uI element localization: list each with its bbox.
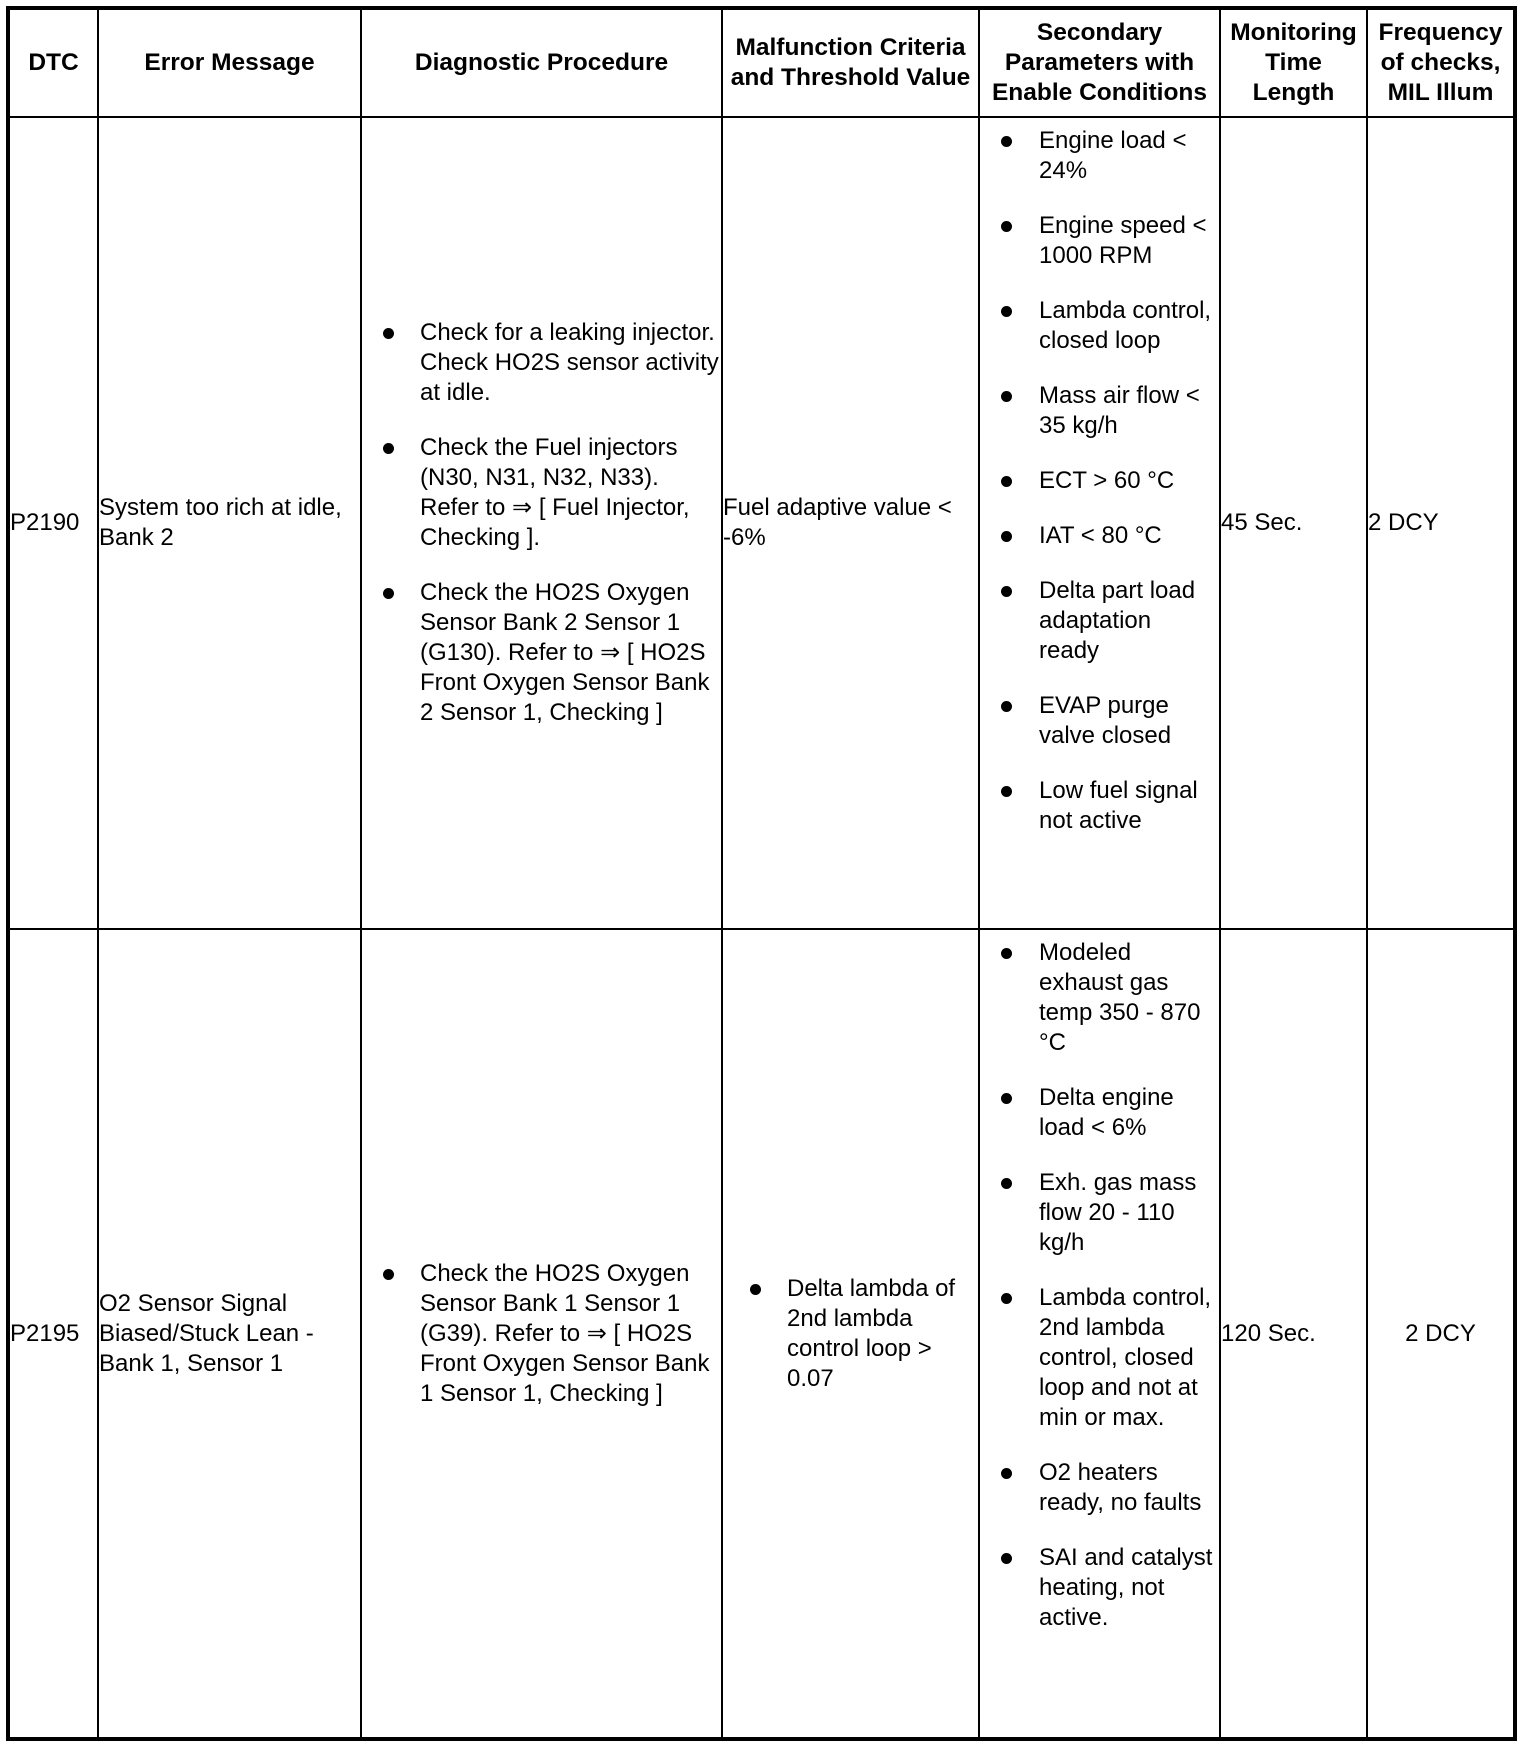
procedure-list — [362, 318, 721, 728]
table-row — [8, 117, 1515, 929]
list-item: O2 heaters ready, no faults — [1000, 1458, 1217, 1518]
parameters-list — [980, 938, 1219, 1633]
list-item: IAT < 80 °C — [1000, 521, 1217, 551]
header-row — [8, 8, 1515, 117]
dtc-code: P2195 — [8, 929, 98, 1739]
header-secondary-parameters: Secondary Parameters with Enable Conditions — [979, 8, 1220, 117]
list-item: EVAP purge valve closed — [1000, 691, 1217, 751]
dtc-table — [6, 6, 1517, 1741]
secondary-parameters — [979, 117, 1220, 929]
list-item: Check the HO2S Oxygen Sensor Bank 1 Sensor 1 (G39). Refer to ⇒ [ HO2S Front Oxygen Sensor Bank 1 Sensor 1, Checking ] — [382, 1259, 721, 1409]
header-monitoring-time: Monitoring Time Length — [1220, 8, 1367, 117]
error-message: System too rich at idle, Bank 2 — [98, 117, 361, 929]
list-item: Exh. gas mass flow 20 - 110 kg/h — [1000, 1168, 1217, 1258]
list-item: ECT > 60 °C — [1000, 466, 1217, 496]
list-item: Modeled exhaust gas temp 350 - 870 °C — [1000, 938, 1217, 1058]
list-item: Mass air flow < 35 kg/h — [1000, 381, 1217, 441]
diagnostic-procedure — [361, 929, 722, 1739]
list-item: Check the Fuel injectors (N30, N31, N32, N33). Refer to ⇒ [ Fuel Injector, Checking ]. — [382, 433, 721, 553]
monitoring-time: 45 Sec. — [1220, 117, 1367, 929]
diagnostic-procedure — [361, 117, 722, 929]
procedure-list — [362, 1259, 721, 1409]
error-message: O2 Sensor Signal Biased/Stuck Lean - Bank 1, Sensor 1 — [98, 929, 361, 1739]
header-frequency: Frequency of checks, MIL Illum — [1367, 8, 1515, 117]
list-item: Engine speed < 1000 RPM — [1000, 211, 1217, 271]
frequency: 2 DCY — [1367, 929, 1515, 1739]
secondary-parameters — [979, 929, 1220, 1739]
list-item: Check the HO2S Oxygen Sensor Bank 2 Sensor 1 (G130). Refer to ⇒ [ HO2S Front Oxygen Sensor Bank 2 Sensor 1, Checking ] — [382, 578, 721, 728]
list-item: Delta lambda of 2nd lambda control loop > 0.07 — [749, 1274, 978, 1394]
frequency: 2 DCY — [1367, 117, 1515, 929]
header-diagnostic-procedure: Diagnostic Procedure — [361, 8, 722, 117]
list-item: Engine load < 24% — [1000, 126, 1217, 186]
table-row — [8, 929, 1515, 1739]
header-malfunction-criteria: Malfunction Criteria and Threshold Value — [722, 8, 979, 117]
parameters-list — [980, 126, 1219, 836]
list-item: Check for a leaking injector. Check HO2S sensor activity at idle. — [382, 318, 721, 408]
list-item: Delta part load adaptation ready — [1000, 576, 1217, 666]
list-item: Lambda control, 2nd lambda control, closed loop and not at min or max. — [1000, 1283, 1217, 1433]
malfunction-criteria: Fuel adaptive value < -6% — [722, 117, 979, 929]
list-item: SAI and catalyst heating, not active. — [1000, 1543, 1217, 1633]
header-dtc: DTC — [8, 8, 98, 117]
dtc-code: P2190 — [8, 117, 98, 929]
list-item: Low fuel signal not active — [1000, 776, 1217, 836]
malfunction-criteria — [722, 929, 979, 1739]
header-error-message: Error Message — [98, 8, 361, 117]
criteria-list — [723, 1274, 978, 1394]
monitoring-time: 120 Sec. — [1220, 929, 1367, 1739]
list-item: Delta engine load < 6% — [1000, 1083, 1217, 1143]
list-item: Lambda control, closed loop — [1000, 296, 1217, 356]
